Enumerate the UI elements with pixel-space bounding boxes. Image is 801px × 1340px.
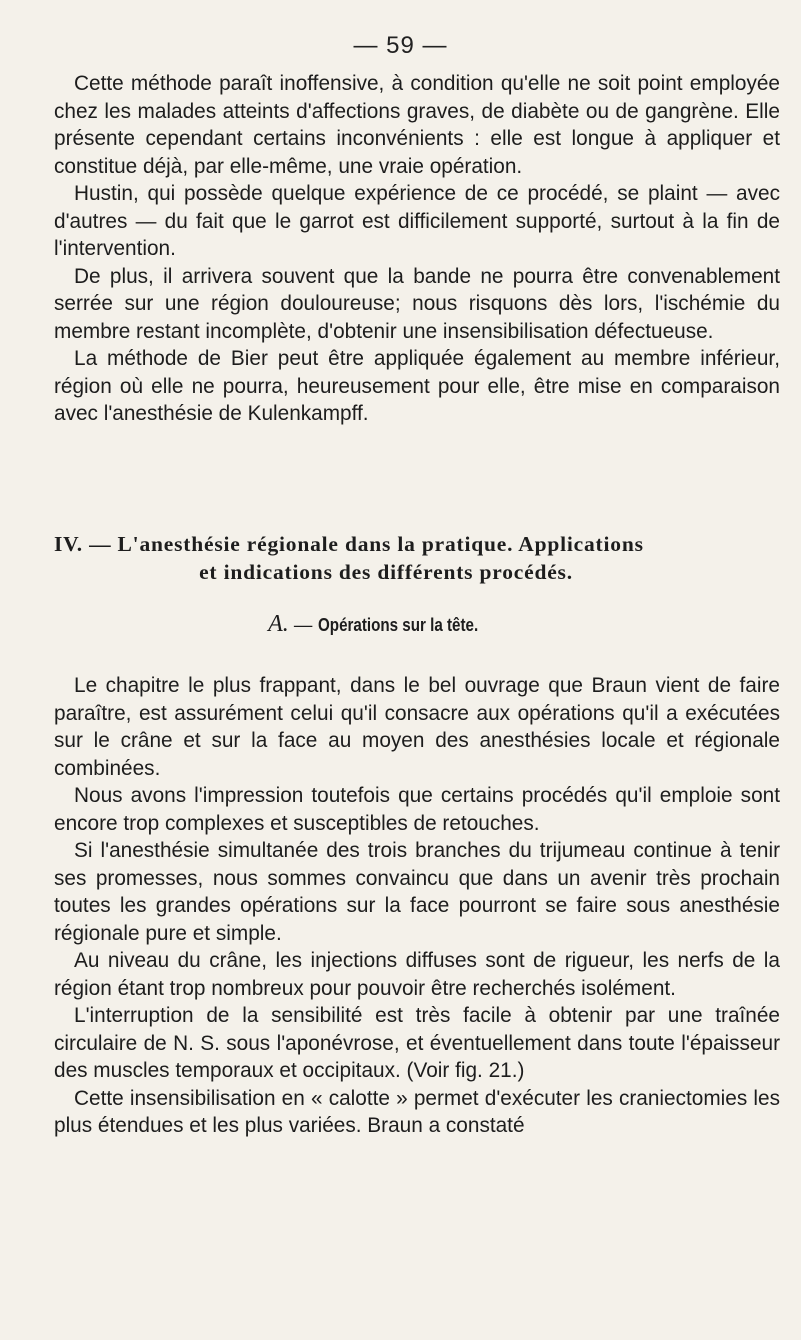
section-a-body	[54, 70, 780, 428]
paragraph: Le chapitre le plus frappant, dans le bel ouvrage que Braun vient de faire paraître, est assurément celui qu'il consacre aux opérations qu'il a exécutées sur le crâne et sur la face au moyen des anesthésies locale et régionale combinées.	[54, 674, 780, 780]
paragraph: Nous avons l'impression toutefois que certains procédés qu'il emploie sont encore trop complexes et susceptibles de retouches.	[54, 784, 780, 835]
section-b-body	[54, 672, 780, 1140]
paragraph: Au niveau du crâne, les injections diffuses sont de rigueur, les nerfs de la région étant trop nombreux pour pouvoir être recherchés isolément.	[54, 949, 780, 1000]
subsection-title: Opérations sur la tête.	[317, 614, 478, 635]
subsection-letter: A.	[268, 611, 289, 637]
page-number: — 59 —	[353, 32, 448, 59]
paragraph: Cette méthode paraît inoffensive, à condition qu'elle ne soit point employée chez les malades atteints d'affections graves, de diabète ou de gangrène. Elle présente cependant certains inconvénients : elle est longue à appliquer et constitue déjà, par elle-même, une vraie opération.	[54, 72, 780, 178]
section-heading-line-1: IV. — L'anesthésie régionale dans la pratique. Applications	[54, 532, 644, 556]
paragraph: Hustin, qui possède quelque expérience de ce procédé, se plaint — avec d'autres — du fait que le garrot est difficilement supporté, surtout à la fin de l'intervention.	[54, 182, 780, 260]
section-heading-line-2: et indications des différents procédés.	[199, 560, 573, 584]
subsection-heading	[0, 610, 801, 639]
subsection-separator: —	[293, 614, 313, 635]
paragraph: Si l'anesthésie simultanée des trois branches du trijumeau continue à tenir ses promesses, nous sommes convaincu que dans un avenir très prochain toutes les grandes opérations sur la face pourront se faire sous anesthésie régionale pure et simple.	[54, 839, 780, 945]
paragraph: L'interruption de la sensibilité est très facile à obtenir par une traînée circulaire de N. S. sous l'aponévrose, et éventuellement dans toute l'épaisseur des muscles temporaux et occipitaux. (Voir fig. 21.)	[54, 1004, 780, 1082]
paragraph: La méthode de Bier peut être appliquée également au membre inférieur, région où elle ne pourra, heureusement pour elle, être mise en comparaison avec l'anesthésie de Kulenkampff.	[54, 347, 780, 425]
section-heading	[54, 530, 780, 586]
paragraph: Cette insensibilisation en « calotte » permet d'exécuter les craniectomies les plus étendues et les plus variées. Braun a constaté	[54, 1086, 780, 1137]
paragraph: De plus, il arrivera souvent que la bande ne pourra être convenablement serrée sur une région douloureuse; nous risquons dès lors, l'ischémie du membre restant incomplète, d'obtenir une insensibilisation défectueuse.	[54, 264, 780, 343]
